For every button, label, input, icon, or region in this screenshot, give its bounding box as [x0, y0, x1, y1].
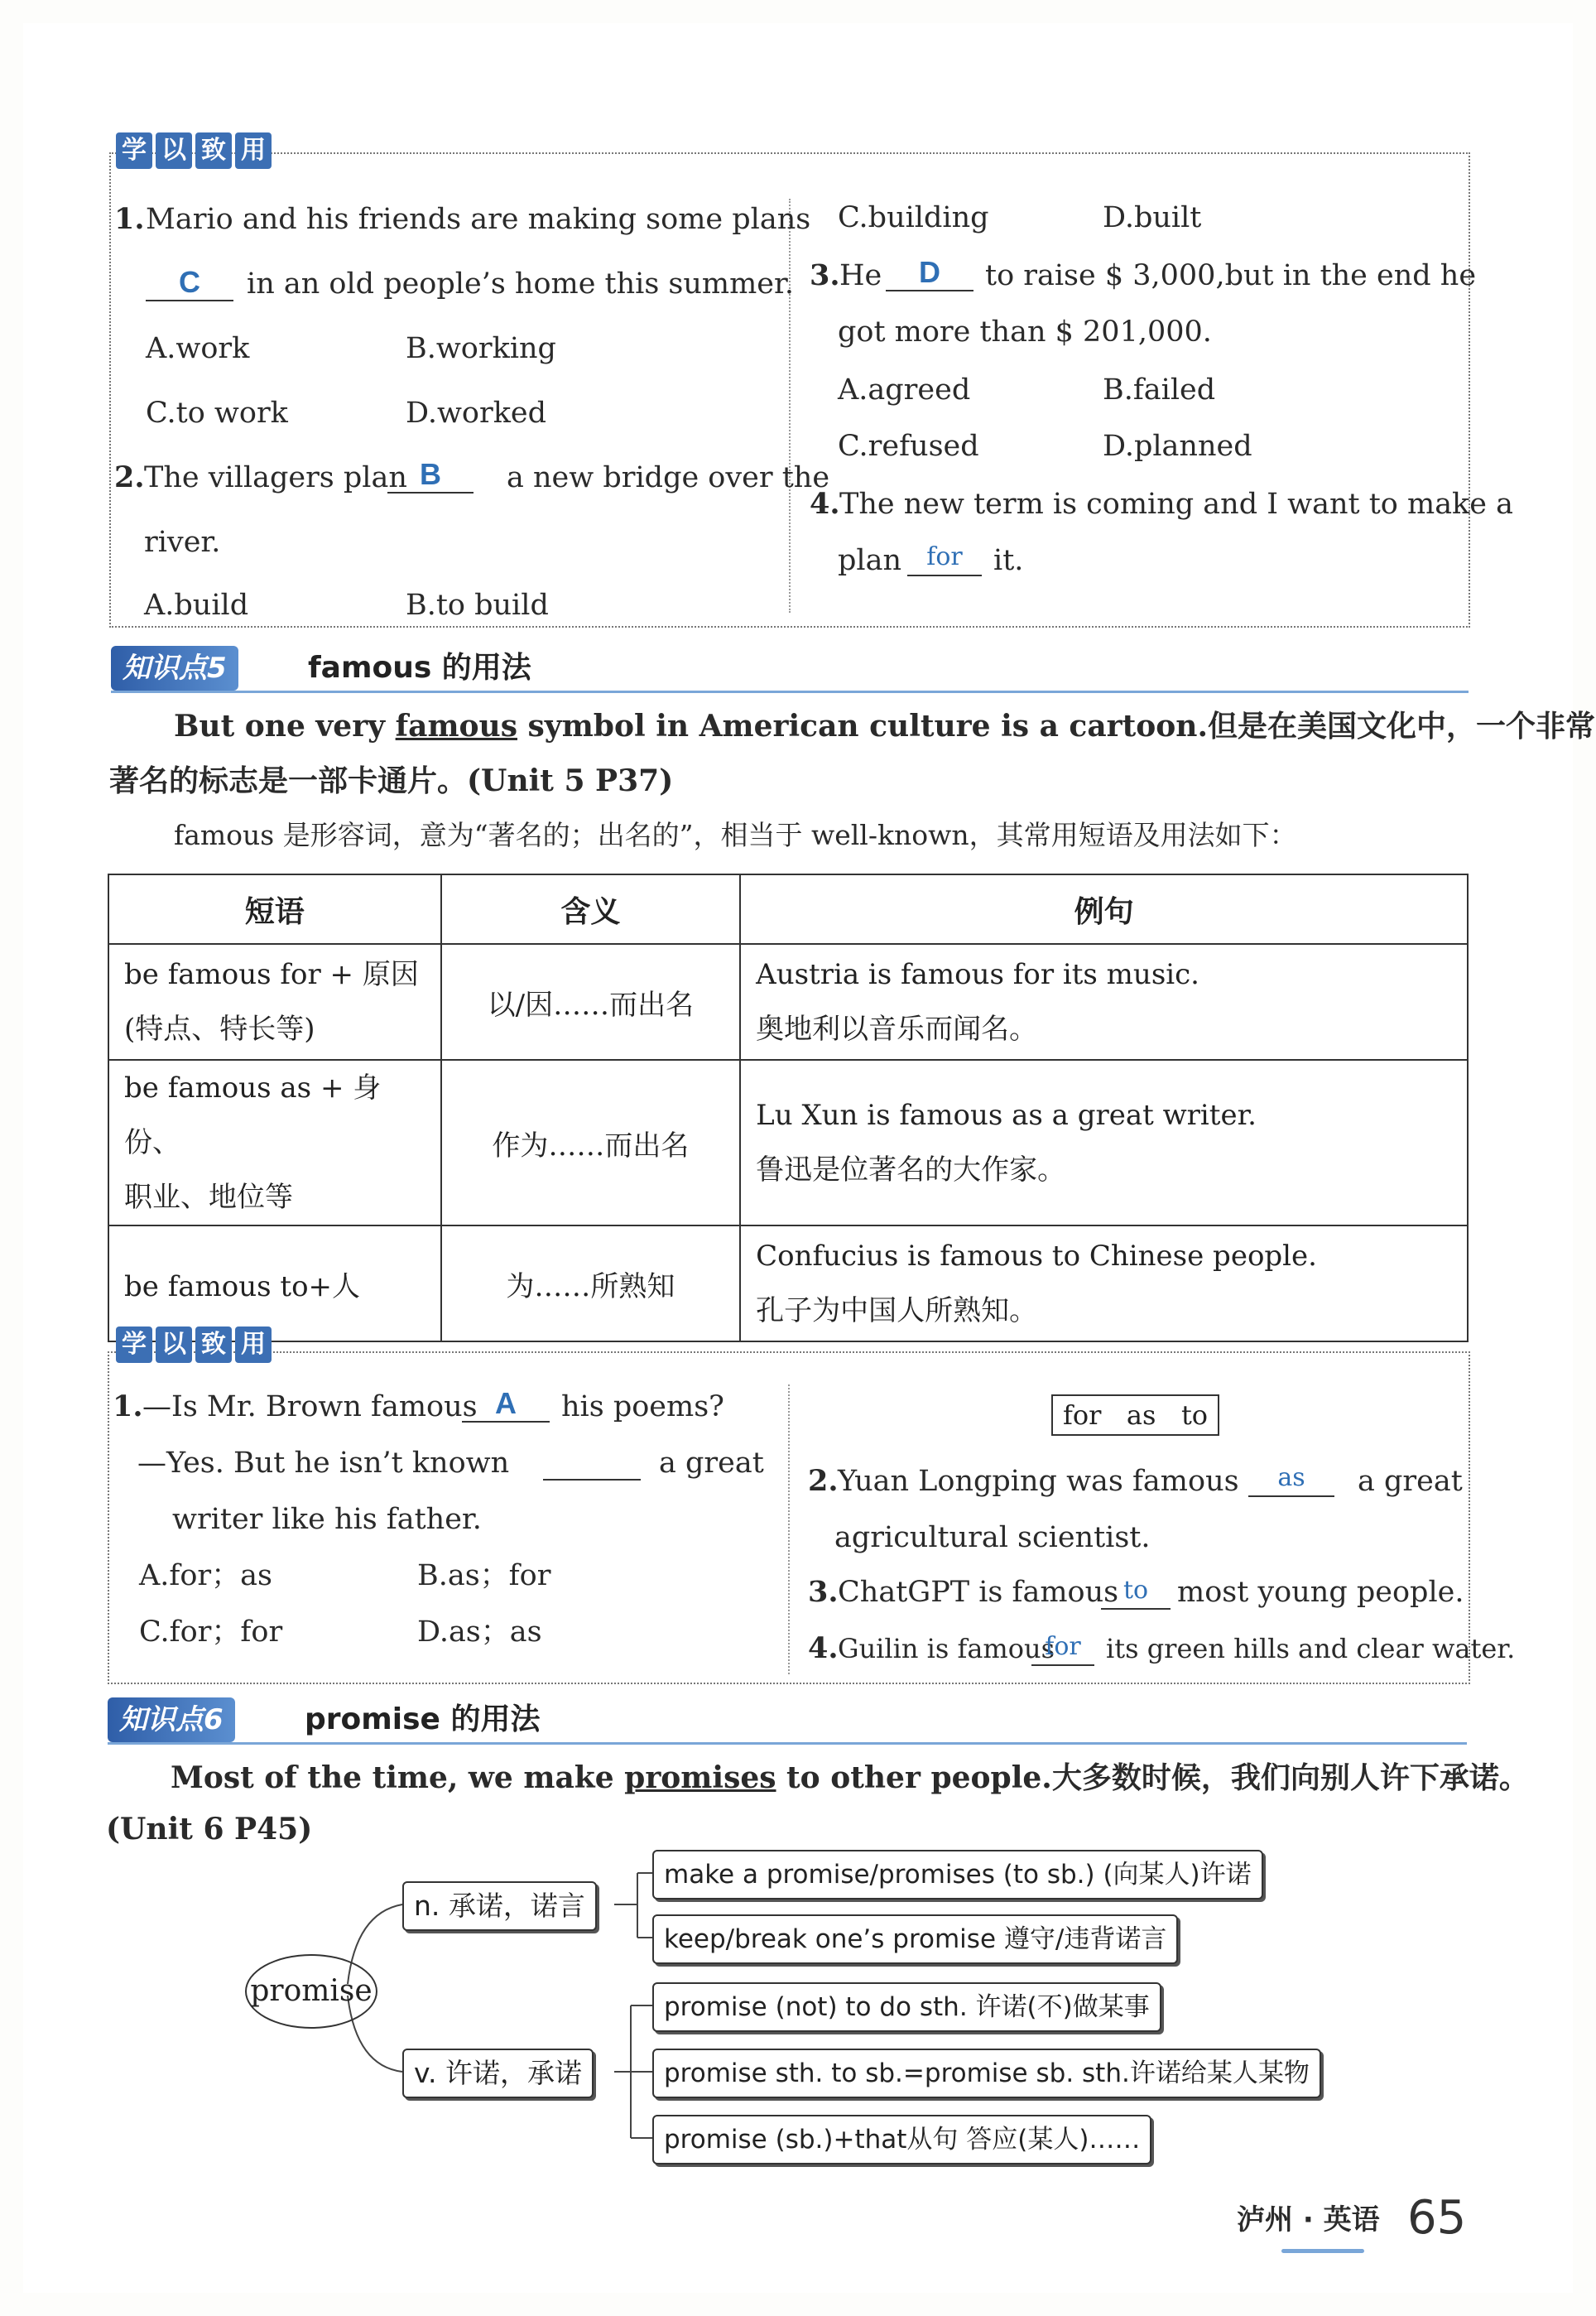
- question-text: his poems?: [561, 1390, 724, 1423]
- mindmap-leaf: make a promise/promises (to sb.) (向某人)许诺: [652, 1850, 1263, 1900]
- option[interactable]: C.for；for: [139, 1615, 283, 1649]
- example-text: symbol in American culture is a cartoon.但是在美国文化中，一个非常: [517, 709, 1595, 744]
- option[interactable]: B.to build: [406, 589, 549, 622]
- option[interactable]: A.build: [144, 589, 249, 622]
- question-text: The villagers plan: [144, 461, 407, 494]
- mindmap-verb-node: v. 许诺，承诺: [402, 2049, 594, 2098]
- mindmap-root: [245, 1954, 377, 2029]
- mindmap-leaf: promise (sb.)+that从句 答应(某人)……: [652, 2115, 1151, 2164]
- tag-char: 以: [156, 1327, 192, 1363]
- option[interactable]: A.for；as: [139, 1559, 272, 1592]
- word-bank-box: for as to: [1051, 1394, 1219, 1436]
- answer-blank[interactable]: B: [387, 457, 474, 494]
- question-text: a great: [659, 1447, 764, 1480]
- option[interactable]: A.agreed: [838, 373, 971, 407]
- footer-underline: [1281, 2249, 1364, 2253]
- option[interactable]: D.as；as: [417, 1615, 542, 1649]
- question-number: 3.: [810, 258, 840, 292]
- phrase-cell: be famous for + 原因: [124, 958, 419, 991]
- page-number: 65: [1407, 2191, 1467, 2245]
- answer-blank[interactable]: as: [1248, 1461, 1334, 1497]
- question-text: He: [839, 259, 882, 292]
- example-cell: Confucius is famous to Chinese people.: [756, 1240, 1317, 1273]
- option[interactable]: D.planned: [1103, 430, 1252, 463]
- phrase-cell: 职业、地位等: [124, 1181, 293, 1214]
- unit-reference: (Unit 5 P37): [467, 763, 674, 798]
- answer-blank[interactable]: A: [462, 1386, 550, 1423]
- tag-char: 致: [195, 1327, 232, 1363]
- question-text: its green hills and clear water.: [1106, 1633, 1516, 1664]
- question-text: a great: [1358, 1465, 1463, 1498]
- option[interactable]: C.to work: [146, 397, 288, 430]
- meaning-cell: 为……所熟知: [441, 1225, 741, 1341]
- question-text: —Yes. But he isn’t known: [137, 1447, 510, 1480]
- question-text: river.: [144, 526, 221, 559]
- unit-reference: (Unit 6 P45): [106, 1812, 313, 1847]
- mindmap-noun-node: n. 承诺，诺言: [402, 1881, 597, 1931]
- option[interactable]: B.failed: [1103, 373, 1216, 407]
- phrase-cell: (特点、特长等): [124, 1013, 315, 1046]
- option[interactable]: A.work: [146, 332, 250, 365]
- answer-blank[interactable]: C: [146, 265, 233, 301]
- question-text: Mario and his friends are making some plans: [146, 203, 811, 236]
- question-text: The new term is coming and I want to make a: [839, 488, 1513, 521]
- question-text: in an old people’s home this summer.: [247, 267, 795, 301]
- example-cell: 奥地利以音乐而闻名。: [756, 1013, 1038, 1046]
- example-text: Most of the time, we make: [171, 1760, 625, 1795]
- option[interactable]: D.built: [1103, 201, 1202, 234]
- example-cell: Lu Xun is famous as a great writer.: [756, 1099, 1257, 1132]
- option[interactable]: B.as；for: [417, 1559, 551, 1592]
- mindmap-leaf: promise (not) to do sth. 许诺(不)做某事: [652, 1982, 1161, 2032]
- example-cell: Austria is famous for its music.: [756, 958, 1199, 991]
- question-number: 1.: [114, 202, 145, 236]
- question-text: Yuan Longping was famous: [838, 1465, 1239, 1498]
- question-number: 4.: [808, 1631, 839, 1665]
- knowledge-point-badge: 知识点5: [111, 646, 238, 691]
- example-translation: 著名的标志是一部卡通片。: [109, 763, 468, 798]
- question-text: a new bridge over the: [507, 461, 830, 494]
- question-number: 4.: [810, 487, 840, 521]
- knowledge-point-title: famous 的用法: [308, 651, 531, 685]
- option[interactable]: B.working: [406, 332, 556, 365]
- option[interactable]: C.building: [838, 201, 989, 234]
- answer-blank[interactable]: to: [1101, 1573, 1171, 1610]
- tag-char: 学: [116, 132, 152, 169]
- tag-char: 学: [116, 1327, 152, 1363]
- example-cell: 鲁迅是位著名的大作家。: [756, 1153, 1066, 1187]
- example-text: But one very: [174, 709, 396, 744]
- question-number: 2.: [808, 1464, 839, 1498]
- tag-char: 用: [235, 1327, 272, 1363]
- knowledge-point-title: promise 的用法: [305, 1702, 541, 1736]
- example-keyword: promises: [624, 1760, 776, 1795]
- meaning-cell: 以/因……而出名: [441, 944, 741, 1060]
- mindmap-leaf: promise sth. to sb.=promise sb. sth.许诺给某人某物: [652, 2049, 1321, 2098]
- mindmap-leaf: keep/break one’s promise 遵守/违背诺言: [652, 1914, 1178, 1964]
- question-text: agricultural scientist.: [834, 1521, 1151, 1554]
- question-number: 3.: [808, 1575, 839, 1609]
- knowledge-point-badge: 知识点6: [108, 1697, 235, 1742]
- tag-char: 致: [195, 132, 232, 169]
- question-text: most young people.: [1177, 1576, 1464, 1609]
- phrase-cell: be famous to+人: [108, 1225, 441, 1341]
- example-text: to other people.大多数时候，我们向别人许下承诺。: [776, 1760, 1529, 1795]
- intro-text: famous 是形容词，意为“著名的；出名的”，相当于 well-known，其常用短语及用法如下：: [174, 819, 1297, 851]
- option[interactable]: C.refused: [838, 430, 979, 463]
- root-label: promise: [250, 1974, 373, 2008]
- meaning-cell: 作为……而出名: [441, 1060, 741, 1225]
- question-text: to raise $ 3,000,but in the end he: [985, 259, 1477, 292]
- table-header: 短语: [108, 874, 441, 944]
- table-header: 例句: [740, 874, 1468, 944]
- answer-blank[interactable]: D: [886, 255, 973, 291]
- question-text: —Is Mr. Brown famous: [142, 1390, 478, 1423]
- example-cell: 孔子为中国人所熟知。: [756, 1294, 1038, 1327]
- question-text: writer like his father.: [172, 1503, 482, 1536]
- question-number: 1.: [113, 1389, 143, 1423]
- question-text: Guilin is famous: [838, 1633, 1055, 1664]
- tag-char: 以: [156, 132, 192, 169]
- phrase-cell: be famous as + 身份、: [124, 1071, 382, 1159]
- question-text: got more than $ 201,000.: [838, 315, 1212, 349]
- answer-blank[interactable]: for: [907, 540, 982, 576]
- example-keyword: famous: [395, 709, 517, 744]
- question-number: 2.: [114, 460, 145, 494]
- answer-blank[interactable]: for: [1031, 1630, 1094, 1666]
- question-text: plan: [838, 544, 902, 577]
- question-text: it.: [993, 544, 1024, 577]
- question-text: ChatGPT is famous: [838, 1576, 1119, 1609]
- option[interactable]: D.worked: [406, 397, 547, 430]
- footer-label: 泸州 · 英语: [1237, 2203, 1380, 2237]
- tag-char: 用: [235, 132, 272, 169]
- table-header: 含义: [441, 874, 741, 944]
